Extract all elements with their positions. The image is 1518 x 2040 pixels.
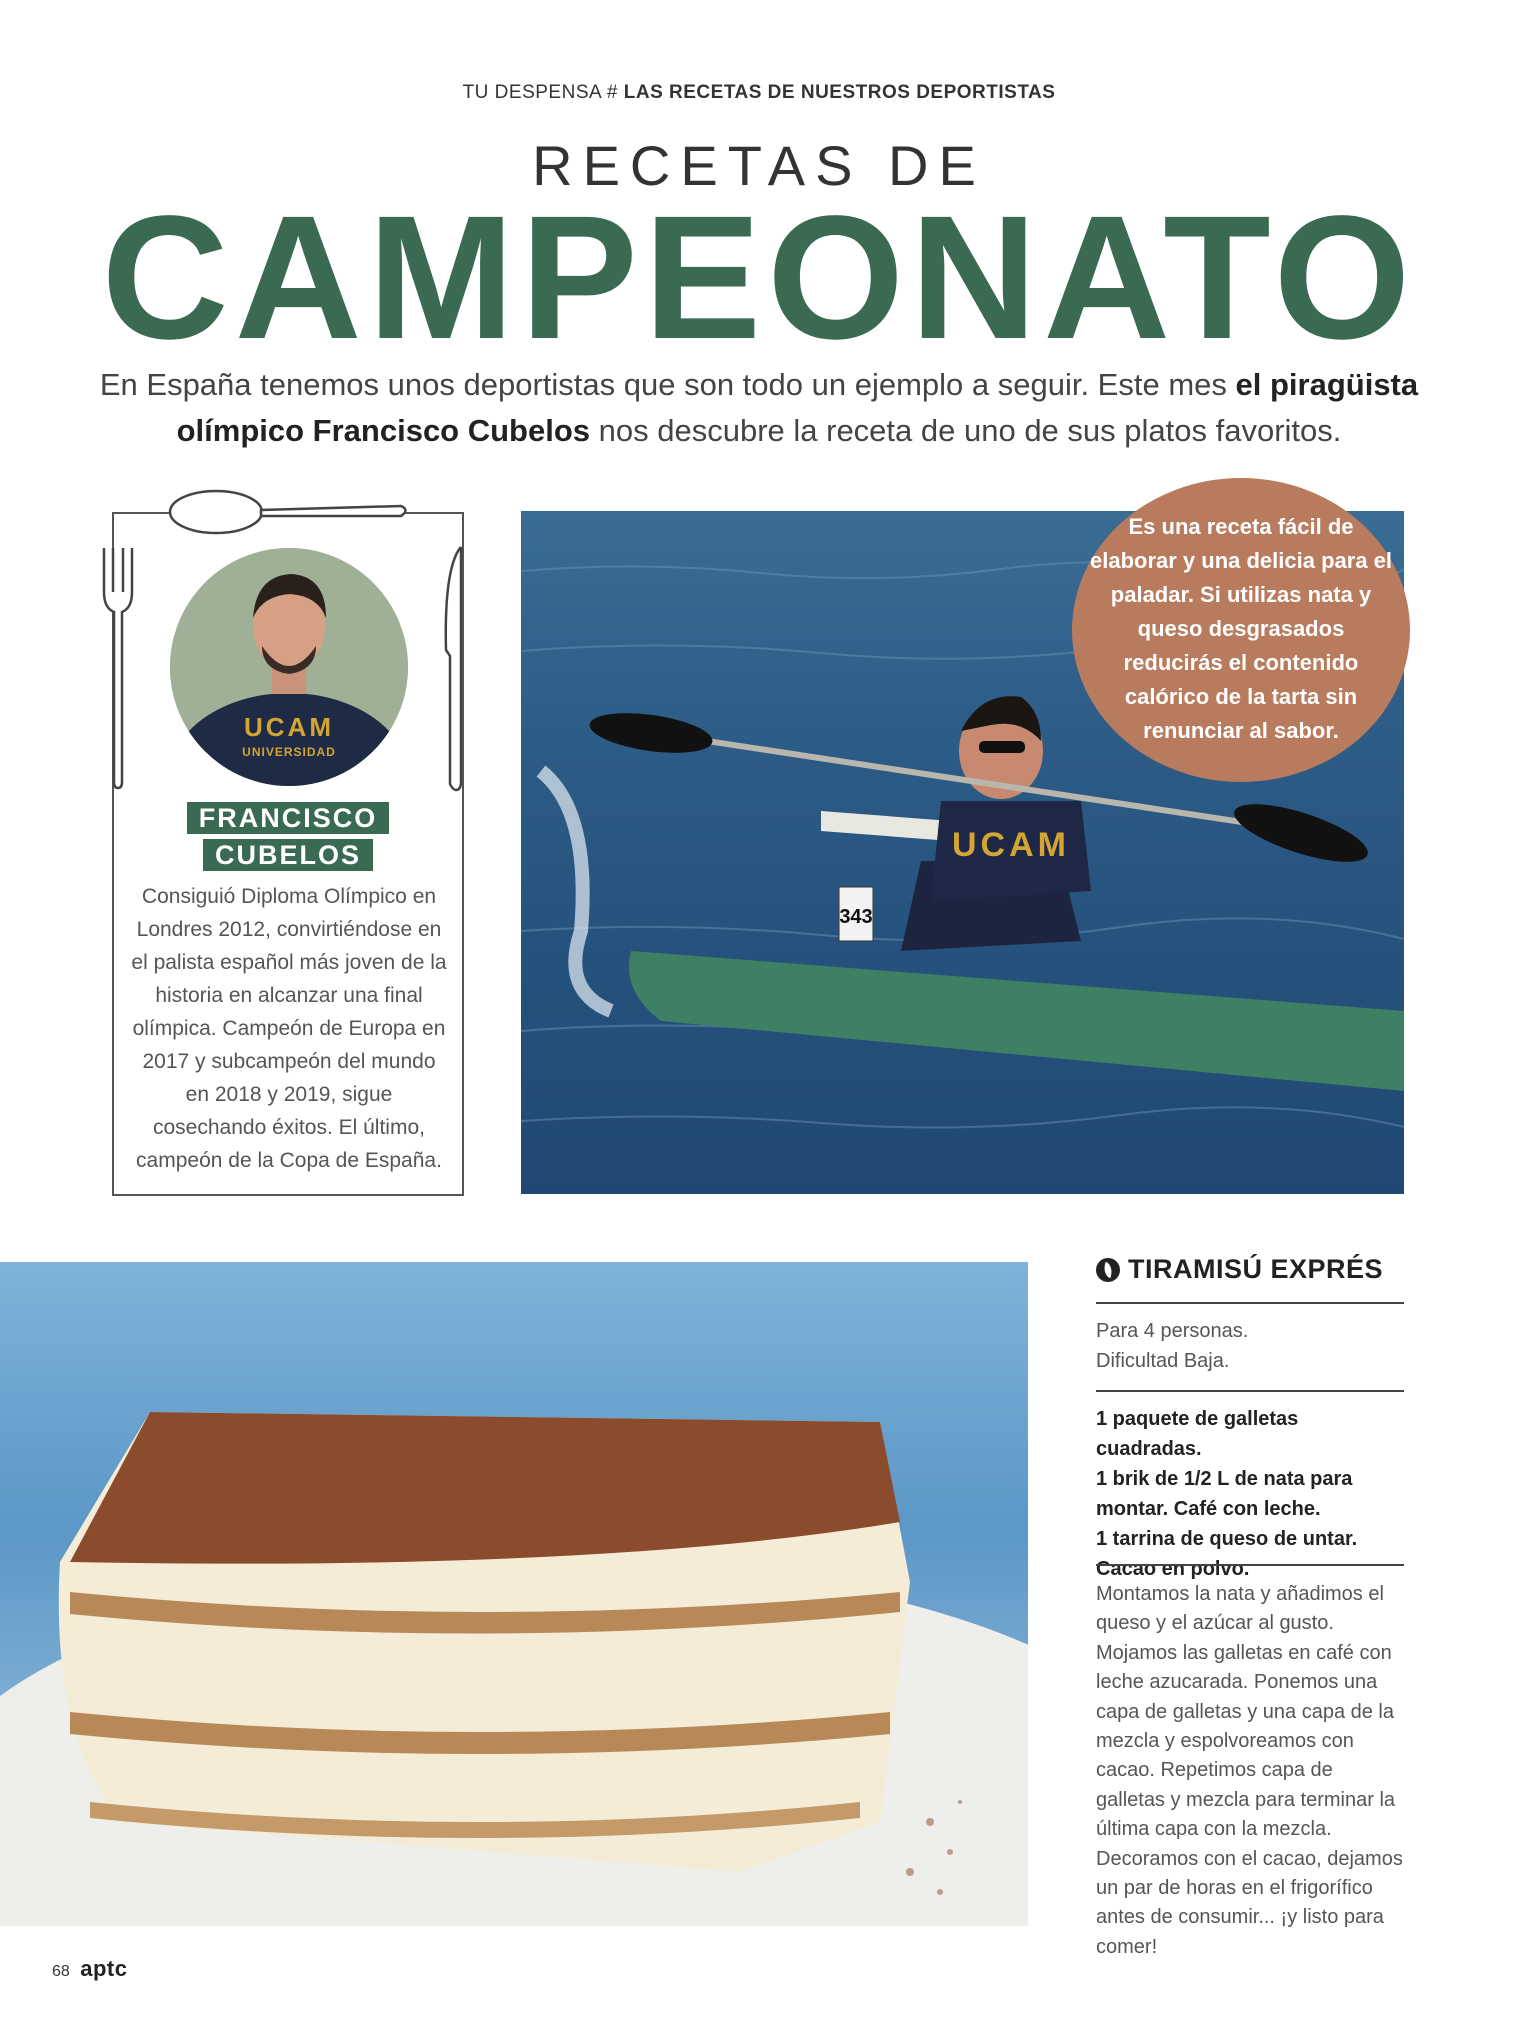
athlete-avatar <box>170 548 408 786</box>
page-title: CAMPEONATO <box>101 180 1417 376</box>
sweater-logo-text: UCAM <box>244 712 334 742</box>
page-footer <box>52 1956 128 1982</box>
section-kicker <box>0 82 1518 104</box>
tiramisu-photo <box>0 1262 1028 1926</box>
title-prefix: RECETAS DE <box>532 134 986 197</box>
sweater-subtext: UNIVERSIDAD <box>242 745 336 759</box>
knife-icon <box>446 548 461 790</box>
recipe-steps: Montamos la nata y añadimos el queso y el azúcar al gusto. Mojamos las galletas en café con leche azucarada. Ponemos una capa de galletas y una capa de la mezcla y espolvoreamos con cacao. Repetimos capa de galletas y mezcla para terminar la última capa con la mezcla. Decoramos con el cacao, dejamos un par de horas en el frigorífico antes de consumir... ¡y listo para comer! <box>1096 1583 1403 1958</box>
fork-icon <box>104 548 132 788</box>
name-line-1: FRANCISCO <box>187 802 390 834</box>
recipe-meta <box>1096 1316 1404 1376</box>
recipe-title <box>1096 1254 1406 1285</box>
ingredient-item: Cacao en polvo. <box>1096 1558 1250 1580</box>
athlete-bio: Consiguió Diploma Olímpico en Londres 2012, convirtiéndose en el palista español más joven de la historia en alcanzar una final olímpica. Campeón de Europa en 2017 y subcampeón del mundo en 2018 y 2019, sigue cosechando éxitos. El último, campeón de la Copa de España. <box>131 885 447 1172</box>
tiramisu-scene <box>0 1262 1028 1926</box>
divider <box>1096 1302 1404 1304</box>
shirt-logo: UCAM <box>952 826 1070 864</box>
ingredients-list <box>1096 1404 1404 1584</box>
athlete-portrait <box>170 548 408 786</box>
kicker-section: TU DESPENSA # <box>462 82 618 103</box>
name-line-2: CUBELOS <box>203 839 373 871</box>
recipe-title-text: TIRAMISÚ EXPRÉS <box>1128 1254 1384 1284</box>
intro-start: En España tenemos unos deportistas que son todo un ejemplo a seguir. Este mes <box>99 367 1236 402</box>
intro-paragraph <box>80 362 1438 454</box>
athlete-name-first <box>112 803 464 834</box>
kicker-topic: LAS RECETAS DE NUESTROS DEPORTISTAS <box>623 82 1056 103</box>
ingredient-item: 1 tarrina de queso de untar. <box>1096 1528 1358 1550</box>
divider <box>1096 1564 1404 1566</box>
ingredient-item: 1 paquete de galletas cuadradas. <box>1096 1408 1299 1460</box>
divider <box>1096 1390 1404 1392</box>
spoon-icon <box>170 491 406 533</box>
leaf-icon <box>1096 1258 1120 1282</box>
ingredient-item: 1 brik de 1/2 L de nata para montar. Café con leche. <box>1096 1468 1353 1520</box>
bib-number: 343 <box>839 906 873 928</box>
recipe-servings: Para 4 personas. <box>1096 1320 1249 1342</box>
recipe-difficulty: Dificultad Baja. <box>1096 1350 1230 1372</box>
athlete-name-last <box>112 840 464 871</box>
intro-end: nos descubre la receta de uno de sus platos favoritos. <box>590 413 1342 448</box>
page-number: 68 <box>52 1963 70 1980</box>
intro-bold: el piragüista olímpico Francisco Cubelos <box>176 367 1419 448</box>
tip-badge-text: Es una receta fácil de elaborar y una delicia para el paladar. Si utilizas nata y queso desgrasados reducirás el contenido calórico de la tarta sin renunciar al sabor. <box>1089 514 1393 743</box>
brand-logo: aptc <box>80 1956 128 1981</box>
